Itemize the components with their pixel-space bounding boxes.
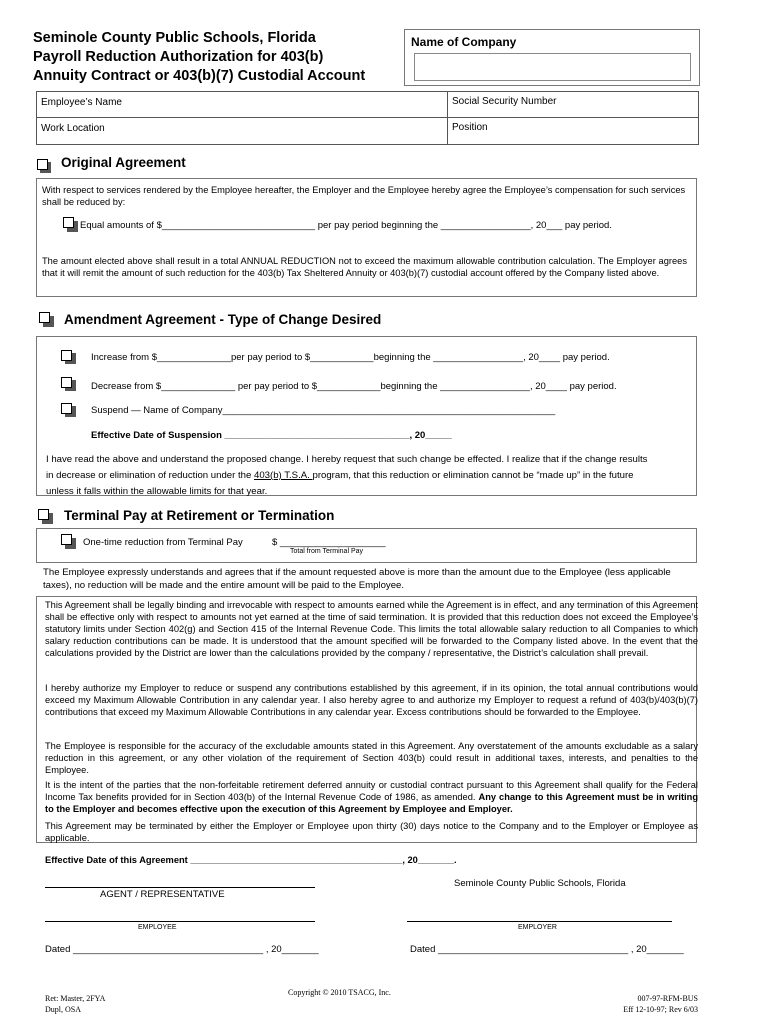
dated-right: Dated ____________________________________ , 20_______ xyxy=(410,944,684,955)
company-box xyxy=(404,29,700,86)
copyright: Copyright © 2010 TSACG, Inc. xyxy=(288,988,391,997)
terminal-checkbox[interactable] xyxy=(38,509,49,520)
amendment-heading: Amendment Agreement - Type of Change Desired xyxy=(64,312,382,327)
terms-para-4-bold: Any change to this Agreement must be in writing to the Employer and becomes effective upon the execution of this Agreement by Employee and Employer. xyxy=(45,792,698,814)
footer-right-1: 007-97-RFM-BUS xyxy=(637,994,698,1003)
effective-suspension-line: Effective Date of Suspension ___________________________________, 20_____ xyxy=(91,430,452,441)
title-line-2: Payroll Reduction Authorization for 403(b) xyxy=(33,49,324,65)
terms-paragraph-1: This Agreement shall be legally binding and irrevocable with respect to amounts earned while the Agreement is in effect, and any termination of this Agreement shall be effective only with respect to amounts not yet earned at the time of said termination. It is provided that this reduction does not exceed the Employee’s statutory limits under Section 402(g) and Section 415 of the Internal Revenue Code. This limits the total allowable salary reduction to all Companies to which salary reduction contributions can be made. It is understood that the amount specified will be forwarded to the Company listed above. In the event that the calculations provided by the District are lower than the calculations provided by the company / representative, the District’s calculation shall prevail. xyxy=(45,600,698,658)
total-terminal-caption: Total from Terminal Pay xyxy=(290,548,364,555)
footer-left-1: Ret: Master, 2FYA xyxy=(45,994,106,1003)
ssn-label: Social Security Number xyxy=(452,96,557,107)
footer-right-2: Eff 12-10-97; Rev 6/03 xyxy=(623,1005,698,1014)
terms-para-4-text: It is the intent of the parties that the non-forfeitable retirement deferred annuity or custodial contract pursuant to this Agreement shall qualify for the Federal Income Tax benefits provided for in Section 403(b) of the Internal Revenue Code of 1986, as amended. xyxy=(45,780,698,802)
suspend-line: Suspend — Name of Company_______________________________________________________________ xyxy=(91,405,556,416)
agent-label: AGENT / REPRESENTATIVE xyxy=(100,889,225,900)
district-name: Seminole County Public Schools, Florida xyxy=(454,878,626,889)
title-line-3: Annuity Contract or 403(b)(7) Custodial Account xyxy=(33,68,366,84)
employee-label: EMPLOYEE xyxy=(138,924,177,931)
effective-date-line: Effective Date of this Agreement _________________________________________, 20_______. xyxy=(45,855,457,865)
one-time-label: One-time reduction from Terminal Pay xyxy=(83,537,243,548)
ack-line-2a: in decrease or elimination of reduction under the xyxy=(46,470,254,481)
footer-left xyxy=(45,993,105,1015)
equal-amounts-checkbox[interactable] xyxy=(63,217,74,228)
employer-signature-line[interactable] xyxy=(407,921,672,922)
decrease-line: Decrease from $______________ per pay period to $____________beginning the _________________, 20____ pay period. xyxy=(91,381,617,392)
dated-left: Dated ____________________________________ , 20_______ xyxy=(45,944,319,955)
company-label: Name of Company xyxy=(411,35,517,49)
equal-amounts-line: Equal amounts of $_____________________________ per pay period beginning the _________________, 20___ pay period. xyxy=(80,220,612,231)
acknowledgement-text xyxy=(46,452,692,500)
title-line-1: Seminole County Public Schools, Florida xyxy=(33,30,316,46)
ack-line-2c: program, that this reduction or elimination cannot be “made up” in the future xyxy=(312,470,634,481)
terminal-amount-line: $ ____________________ xyxy=(272,537,386,548)
increase-checkbox[interactable] xyxy=(61,350,72,361)
employee-signature-line[interactable] xyxy=(45,921,315,922)
employee-name-label: Employee’s Name xyxy=(41,97,122,108)
ack-tsa: 403(b) T.S.A. xyxy=(254,470,313,481)
position-label: Position xyxy=(452,122,488,133)
suspend-checkbox[interactable] xyxy=(61,403,72,414)
terms-paragraph-4 xyxy=(45,779,698,815)
ack-line-2 xyxy=(46,468,692,484)
terminal-heading: Terminal Pay at Retirement or Termination xyxy=(64,508,335,523)
employer-label: EMPLOYER xyxy=(518,924,557,931)
employee-info-table xyxy=(36,91,699,145)
one-time-checkbox[interactable] xyxy=(61,534,72,545)
increase-line: Increase from $______________per pay period to $____________beginning the _________________, 20____ pay period. xyxy=(91,352,610,363)
footer-right xyxy=(600,993,698,1015)
terms-paragraph-2: I hereby authorize my Employer to reduce or suspend any contributions established by this agreement, if in its opinion, the total annual contributions would exceed my Maximum Allowable Contribution in any calendar year. I also hereby agree to and authorize my Employer to request a refund of 403(b)/403(b)(7) contributions that exceed my Maximum Allowable Contributions in any calendar year. Excess contributions should be forwarded to the Employee. xyxy=(45,683,698,717)
company-name-field[interactable] xyxy=(414,53,691,81)
original-heading: Original Agreement xyxy=(61,155,186,170)
terms-paragraph-3: The Employee is responsible for the accuracy of the excludable amounts stated in this Agreement. Any overstatement of the amounts excludable as a salary reduction in this agreement, or any other violation of the requirement of Section 403(b) could result in additional taxes, interests, and penalties to the Employee. xyxy=(45,741,698,775)
form-title xyxy=(33,29,365,86)
ack-line-3: unless it falls within the allowable limits for that year. xyxy=(46,486,268,497)
terms-paragraph-5: This Agreement may be terminated by either the Employer or Employee upon thirty (30) days notice to the Company and to the Employer or Employee as applicable. xyxy=(45,821,698,843)
agent-signature-line[interactable] xyxy=(45,887,315,888)
original-agreement-checkbox[interactable] xyxy=(37,159,48,170)
original-intro: With respect to services rendered by the Employee hereafter, the Employer and the Employee hereby agree the Employee’s compensation for such services shall be reduced by: xyxy=(42,185,686,207)
work-location-label: Work Location xyxy=(41,123,105,134)
amendment-checkbox[interactable] xyxy=(39,312,50,323)
annual-reduction-text: The amount elected above shall result in a total ANNUAL REDUCTION not to exceed the maximum allowable contribution calculation. The Employer agrees that it will remit the amount of such reduction for the 403(b) Tax Sheltered Annuity or 403(b)(7) custodial account offered by the Company listed above. xyxy=(42,256,687,278)
footer-left-2: Dupl, OSA xyxy=(45,1005,82,1014)
terminal-notice: The Employee expressly understands and agrees that if the amount requested above is more than the amount due to the Employee (less applicable taxes), no reduction will be made and the entire amount will be paid to the Employee. xyxy=(43,567,671,591)
ack-line-1: I have read the above and understand the proposed change. I hereby request that such change be effected. I realize that if the change results xyxy=(46,454,648,465)
decrease-checkbox[interactable] xyxy=(61,377,72,388)
